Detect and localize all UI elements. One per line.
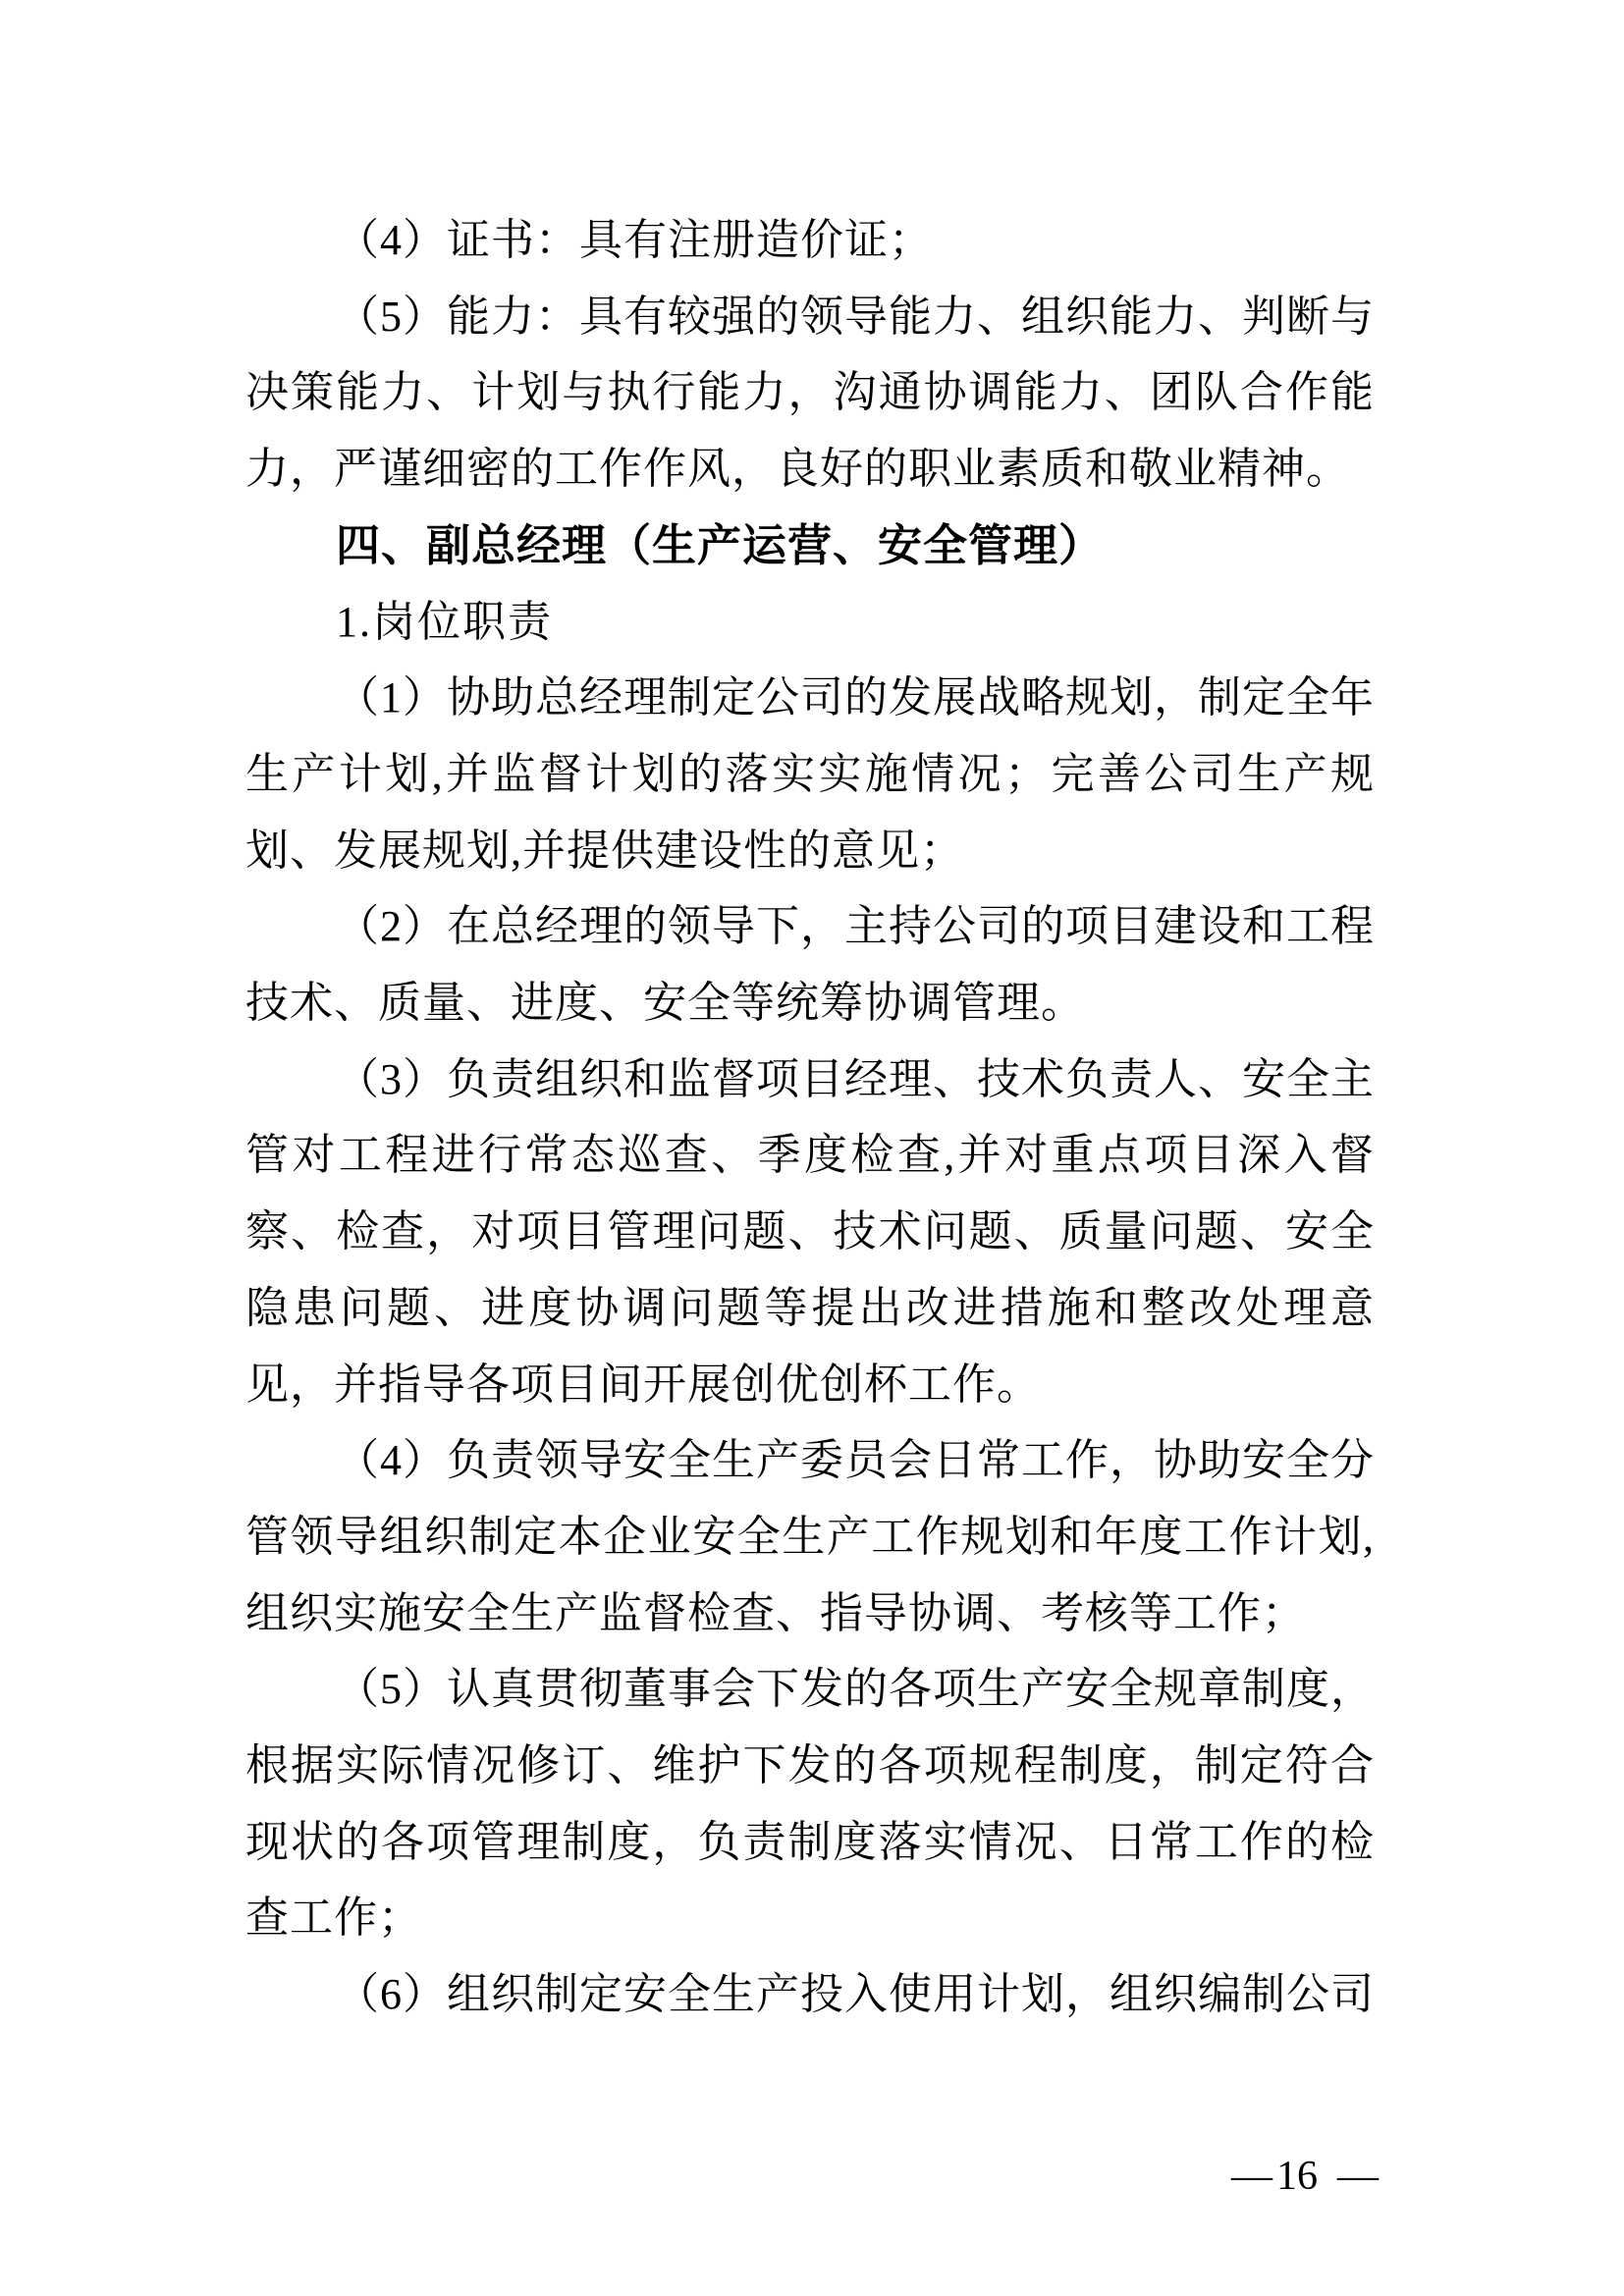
paragraph-duty-5: （5）认真贯彻董事会下发的各项生产安全规章制度，根据实际情况修订、维护下发的各项规程制度，制定符合现状的各项管理制度，负责制度落实情况、日常工作的检查工作； bbox=[245, 1665, 1375, 1943]
page-number: 16 bbox=[1276, 2154, 1318, 2199]
page-number-right-dash: — bbox=[1337, 2154, 1379, 2199]
paragraph-duty-2: （2）在总经理的领导下，主持公司的项目建设和工程技术、质量、进度、安全等统筹协调管理。 bbox=[245, 902, 1375, 1028]
page-footer bbox=[1231, 2152, 1379, 2201]
paragraph-certificate: （4）证书：具有注册造价证； bbox=[336, 216, 933, 264]
document-body bbox=[245, 202, 1375, 2033]
page-number-left-dash: — bbox=[1231, 2154, 1272, 2199]
subsection-heading-duties: 1.岗位职责 bbox=[336, 597, 553, 646]
paragraph-duty-3: （3）负责组织和监督项目经理、技术负责人、安全主管对工程进行常态巡查、季度检查,并对重点项目深入督察、检查，对项目管理问题、技术问题、质量问题、安全隐患问题、进度协调问题等提出改进措施和整改处理意见，并指导各项目间开展创优创杯工作。 bbox=[245, 1054, 1375, 1409]
paragraph-duty-4: （4）负责领导安全生产委员会日常工作，协助安全分管领导组织制定本企业安全生产工作规划和年度工作计划,组织实施安全生产监督检查、指导协调、考核等工作； bbox=[245, 1436, 1375, 1637]
paragraph-ability: （5）能力：具有较强的领导能力、组织能力、判断与决策能力、计划与执行能力，沟通协调能力、团队合作能力，严谨细密的工作作风，良好的职业素质和敬业精神。 bbox=[245, 292, 1375, 494]
paragraph-duty-6: （6）组织制定安全生产投入使用计划，组织编制公司 bbox=[336, 1970, 1375, 2019]
section-heading-deputy-gm: 四、副总经理（生产运营、安全管理） bbox=[336, 519, 1105, 570]
paragraph-duty-1: （1）协助总经理制定公司的发展战略规划，制定全年生产计划,并监督计划的落实实施情况；完善公司生产规划、发展规划,并提供建设性的意见； bbox=[245, 673, 1375, 875]
